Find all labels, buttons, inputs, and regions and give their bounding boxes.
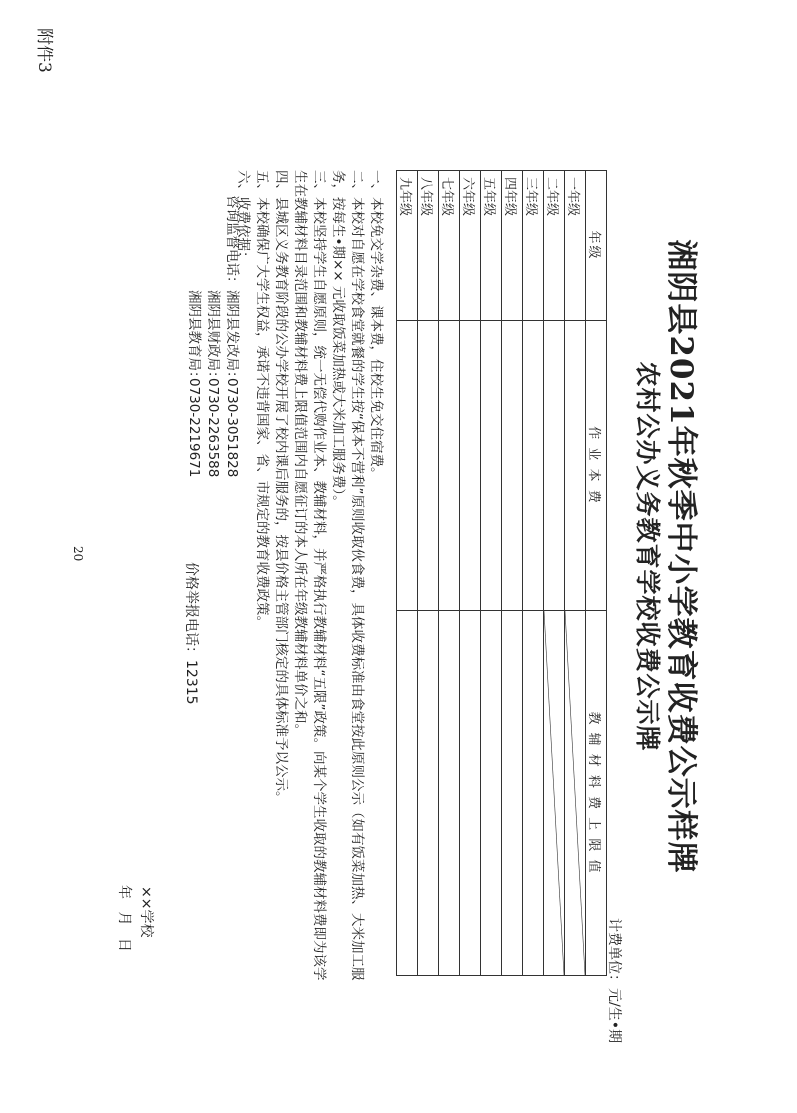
fee-table-header [586, 171, 607, 976]
material-cap-cell [481, 611, 502, 976]
contact-org: 湘阴县教育局： [186, 290, 202, 385]
table-row [565, 171, 586, 976]
table-row [439, 171, 460, 976]
fee-table [396, 170, 607, 976]
workbook-fee-cell [544, 321, 565, 611]
grade-cell: 七年级 [439, 171, 460, 321]
material-cap-cell [460, 611, 481, 976]
grade-cell: 二年级 [544, 171, 565, 321]
workbook-fee-cell [397, 321, 418, 611]
material-cap-cell [523, 611, 544, 976]
workbook-fee-cell [460, 321, 481, 611]
note-item: 四、县城区义务教育阶段的公办学校开展了校内课后服务的，按县价格主管部门核定的具体标准予以公示。 [273, 170, 289, 805]
slash-mark [565, 611, 585, 975]
material-cap-cell [544, 611, 565, 976]
material-cap-cell [397, 611, 418, 976]
material-cap-cell [565, 611, 586, 976]
page-title: 湘阴县2021年秋季中小学教育收费公示样牌 [663, 239, 699, 874]
contact-org: 湘阴县财政局： [205, 290, 221, 385]
contact-row [184, 195, 203, 477]
attachment-label: 附件3 [34, 28, 54, 73]
grade-cell: 一年级 [565, 171, 586, 321]
notes-section [233, 170, 385, 990]
header-grade: 年级 [586, 171, 607, 321]
workbook-fee-cell [565, 321, 586, 611]
contact-org: 湘阴县发改局： [224, 290, 240, 385]
table-row [481, 171, 502, 976]
workbook-fee-cell [418, 321, 439, 611]
table-row [418, 171, 439, 976]
slash-mark [544, 611, 564, 975]
page-subtitle: 农村公办义务教育学校收费公示牌 [633, 361, 662, 752]
workbook-fee-cell [523, 321, 544, 611]
workbook-fee-cell [502, 321, 523, 611]
material-cap-cell [439, 611, 460, 976]
table-row [523, 171, 544, 976]
contact-phone: 0730-3051828 [224, 378, 240, 478]
grade-cell: 三年级 [523, 171, 544, 321]
table-row [460, 171, 481, 976]
note-item: 三、本校坚持学生自愿原则，统一无偿代购作业本、教辅材料，并严格执行教辅材料“五限”政策。向某个学生收取的教辅材料费即为该学生在教辅材料目录范围和教辅材料费上限值范围内自愿征订的本人所在年级教辅材料单价之和。 [292, 170, 327, 981]
workbook-fee-cell [481, 321, 502, 611]
contacts-section [184, 195, 241, 477]
note-item: 二、本校对自愿在学校食堂就餐的学生按“保本不营利”原则收取伙食费，具体收费标准由食堂按此原则公示（如有饭菜加热、大米加工服务，按每生•期×× 元收取饭菜加热或大米加工服务费）。 [330, 170, 365, 981]
header-workbook-fee: 作 业 本 费 [586, 321, 607, 611]
note-item: 五、本校确保广大学生权益，承诺不违背国家、省、市规定的教育收费政策。 [254, 170, 270, 629]
school-name: ××学校 [138, 886, 154, 938]
grade-cell: 九年级 [397, 171, 418, 321]
grade-cell: 六年级 [460, 171, 481, 321]
contact-phone: 0730-2219671 [186, 378, 202, 478]
grade-cell: 五年级 [481, 171, 502, 321]
header-material-cap: 教 辅 材 料 费 上 限 值 [586, 611, 607, 976]
date-line: 年 月 日 [116, 885, 132, 952]
material-cap-cell [502, 611, 523, 976]
grade-cell: 四年级 [502, 171, 523, 321]
material-cap-cell [418, 611, 439, 976]
contact-label: 咨询监督电话： [224, 195, 240, 290]
billing-unit: 计费单位：元/生•期 [606, 918, 622, 1043]
contact-row [222, 195, 241, 477]
note-item: 六、收费依据： [235, 170, 251, 265]
table-row [397, 171, 418, 976]
contact-row [203, 195, 222, 477]
grade-cell: 八年级 [418, 171, 439, 321]
contact-phone: 0730-2263588 [205, 378, 221, 478]
table-row [544, 171, 565, 976]
page-number: 20 [71, 546, 85, 562]
table-row [502, 171, 523, 976]
workbook-fee-cell [439, 321, 460, 611]
price-report-phone: 价格举报电话：12315 [183, 562, 199, 705]
note-item: 一、本校免交学杂费、课本费，住校生免交住宿费。 [368, 170, 384, 481]
